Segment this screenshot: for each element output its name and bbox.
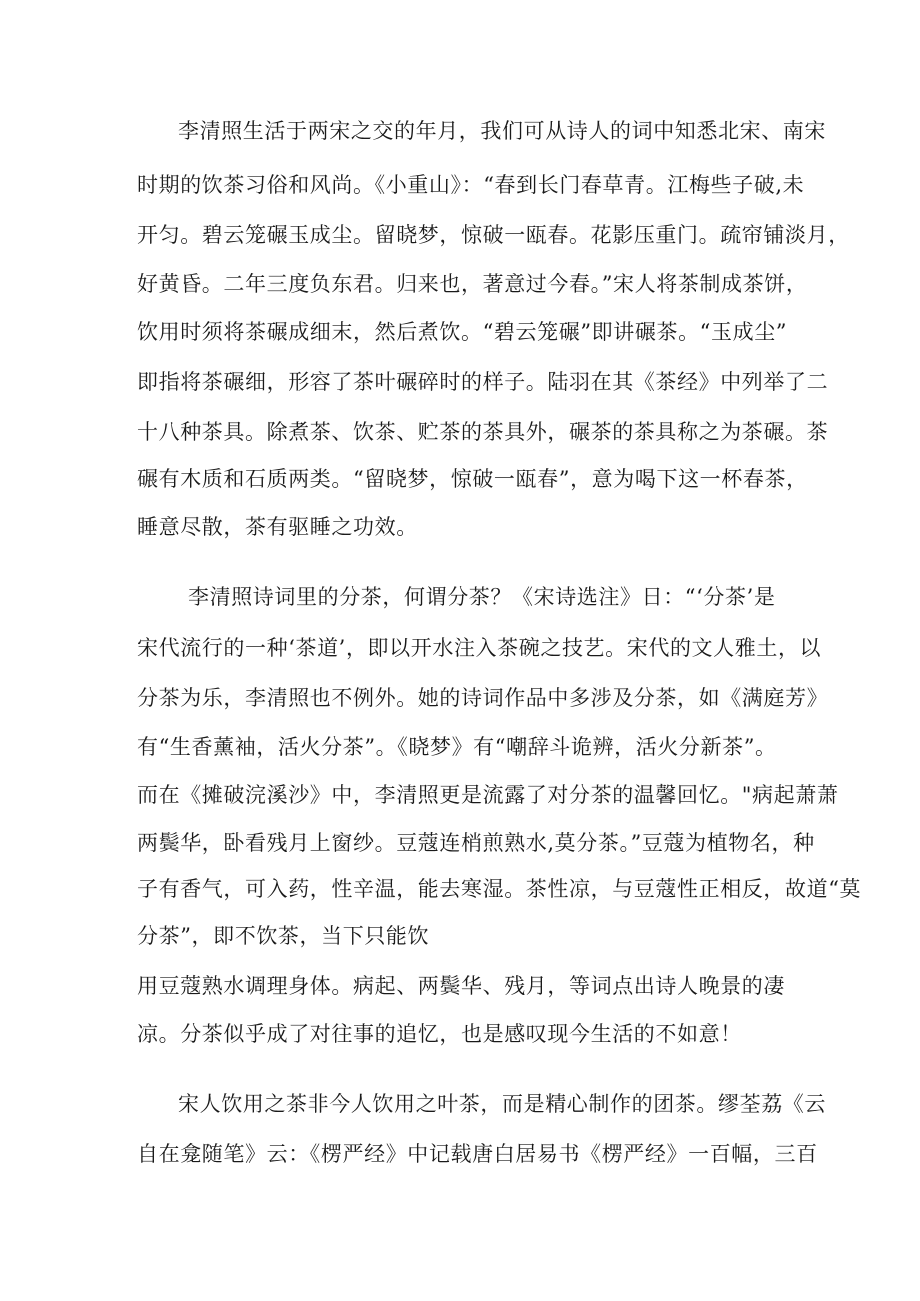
- paragraph-2-line-2: 宋代流行的一种‘茶道’，即以开水注入茶碗之技艺。宋代的文人雅土，以: [137, 636, 822, 660]
- paragraph-2-line-10: 凉。分茶似乎成了对往事的追忆，也是感叹现今生活的不如意！: [137, 1022, 742, 1046]
- paragraph-1-line-3: 开匀。碧云笼碾玉成尘。留晓梦，惊破一瓯春。花影压重门。疏帘铺淡月，: [137, 223, 850, 247]
- paragraph-2-line-4: 有“生香薰袖，活火分茶”。《晓梦》有“嘲辞斗诡辨，活火分新茶”。: [137, 735, 777, 759]
- paragraph-3-line-2: 自在龛随笔》云：《楞严经》中记载唐白居易书《楞严经》一百幅，三百: [137, 1142, 818, 1166]
- paragraph-2-line-6: 两鬓华，卧看残月上窗纱。豆蔻连梢煎熟水,莫分茶。”豆蔻为植物名，种: [137, 831, 815, 855]
- paragraph-2-line-1: 李清照诗词里的分茶，何谓分茶？《宋诗选注》日：“‘分茶’是: [188, 585, 776, 609]
- paragraph-1-line-1: 李清照生活于两宋之交的年月，我们可从诗人的词中知悉北宋、南宋: [178, 119, 826, 143]
- paragraph-1-line-5: 饮用时须将茶碾成细末，然后煮饮。“碧云笼碾”即讲碾茶。“玉成尘”: [137, 320, 788, 344]
- paragraph-1-line-8: 碾有木质和石质两类。“留晓梦，惊破一瓯春”，意为喝下这一杯春茶，: [137, 467, 808, 491]
- paragraph-2-line-8: 分茶”，即不饮茶，当下只能饮: [137, 924, 430, 948]
- paragraph-1-line-2: 时期的饮茶习俗和风尚。《小重山》：“春到长门春草青。江梅些子破,未: [137, 173, 805, 197]
- paragraph-2-line-9: 用豆蔻熟水调理身体。病起、两鬓华、残月，等词点出诗人晚景的凄: [137, 974, 785, 998]
- paragraph-2-line-3: 分茶为乐，李清照也不例外。她的诗词作品中多涉及分茶，如《满庭芳》: [137, 686, 829, 710]
- paragraph-3-line-1: 宋人饮用之茶非今人饮用之叶茶，而是精心制作的团茶。缪荃荔《云: [178, 1092, 826, 1116]
- paragraph-2-line-7: 子有香气，可入药，性辛温，能去寒湿。茶性凉，与豆蔻性正相反，故道“莫: [137, 877, 862, 901]
- paragraph-1-line-4: 好黄昏。二年三度负东君。归来也，著意过今春。”宋人将茶制成茶饼，: [137, 272, 808, 296]
- paragraph-1-line-9: 睡意尽散，茶有驱睡之功效。: [137, 515, 418, 539]
- paragraph-1-line-6: 即指将茶碾细，形容了茶叶碾碎时的样子。陆羽在其《茶经》中列举了二: [137, 370, 829, 394]
- paragraph-2-line-5: 而在《摊破浣溪沙》中，李清照更是流露了对分茶的温馨回忆。"病起萧萧: [137, 783, 839, 807]
- paragraph-1-line-7: 十八种茶具。除煮茶、饮茶、贮茶的茶具外，碾茶的茶具称之为茶碾。茶: [137, 420, 829, 444]
